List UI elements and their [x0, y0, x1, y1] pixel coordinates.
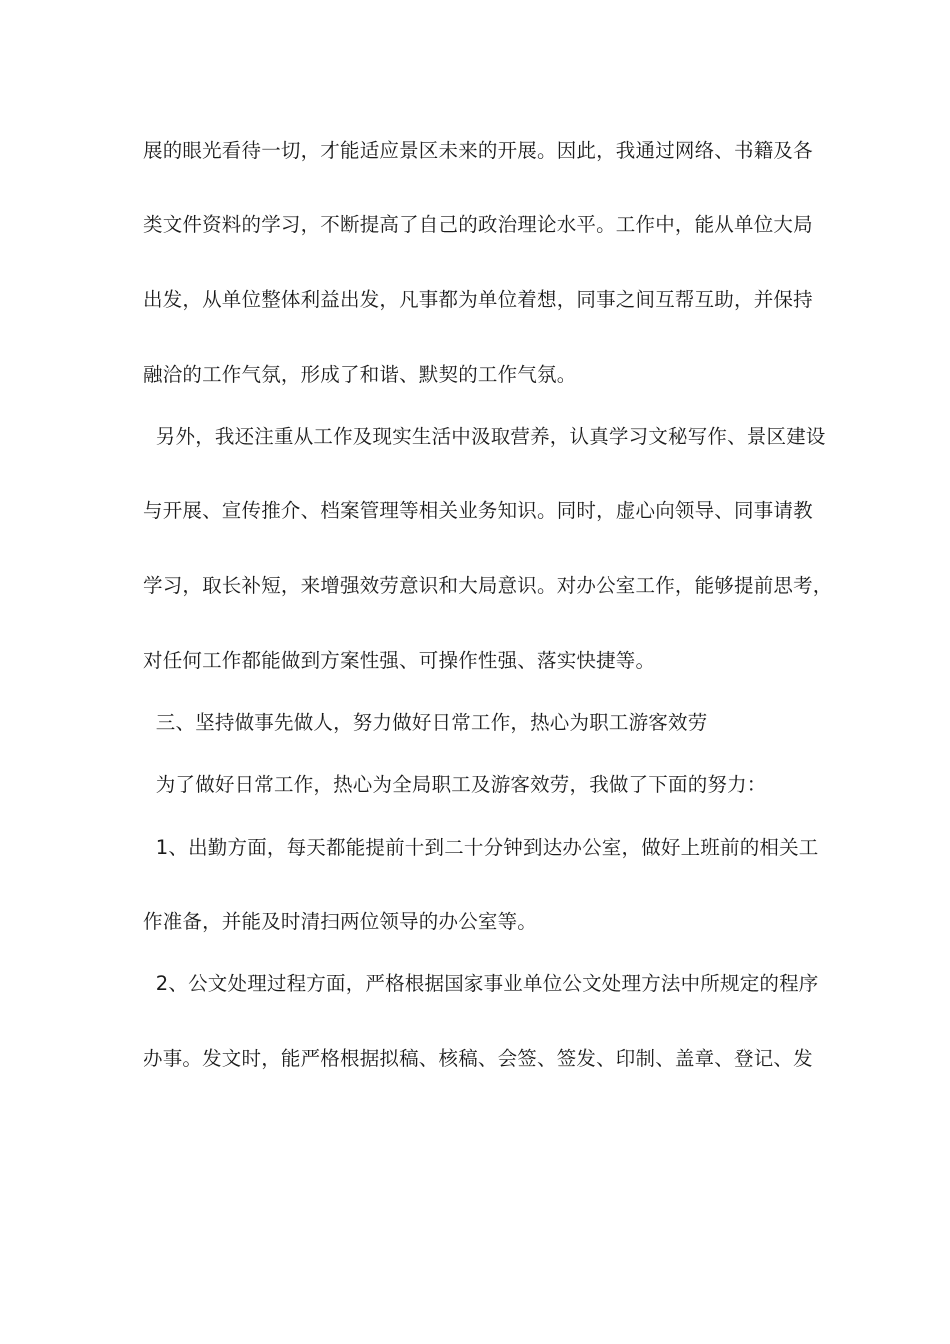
- paragraph-line: 学习，取长补短，来增强效劳意识和大局意识。对办公室工作，能够提前思考，: [143, 574, 833, 597]
- paragraph-line: 展的眼光看待一切，才能适应景区未来的开展。因此，我通过网络、书籍及各: [143, 139, 813, 162]
- list-item-line: 作准备，并能及时清扫两位领导的办公室等。: [143, 910, 538, 933]
- list-item-line: 2、公文处理过程方面，严格根据国家事业单位公文处理方法中所规定的程序: [143, 972, 819, 995]
- paragraph-line: 为了做好日常工作，热心为全局职工及游客效劳，我做了下面的努力：: [143, 773, 767, 796]
- paragraph-line: 出发，从单位整体利益出发，凡事都为单位着想，同事之间互帮互助，并保持: [143, 288, 813, 311]
- paragraph-line: 与开展、宣传推介、档案管理等相关业务知识。同时，虚心向领导、同事请教: [143, 499, 813, 522]
- paragraph-line: 对任何工作都能做到方案性强、可操作性强、落实快捷等。: [143, 649, 656, 672]
- list-item-line: 1、出勤方面，每天都能提前十到二十分钟到达办公室，做好上班前的相关工: [143, 836, 819, 859]
- section-heading: 三、坚持做事先做人，努力做好日常工作，热心为职工游客效劳: [143, 711, 708, 734]
- paragraph-line: 融洽的工作气氛，形成了和谐、默契的工作气氛。: [143, 363, 577, 386]
- paragraph-line: 另外，我还注重从工作及现实生活中汲取营养，认真学习文秘写作、景区建设: [143, 425, 826, 448]
- paragraph-line: 类文件资料的学习，不断提高了自己的政治理论水平。工作中，能从单位大局: [143, 213, 813, 236]
- list-item-line: 办事。发文时，能严格根据拟稿、核稿、会签、签发、印制、盖章、登记、发: [143, 1047, 813, 1070]
